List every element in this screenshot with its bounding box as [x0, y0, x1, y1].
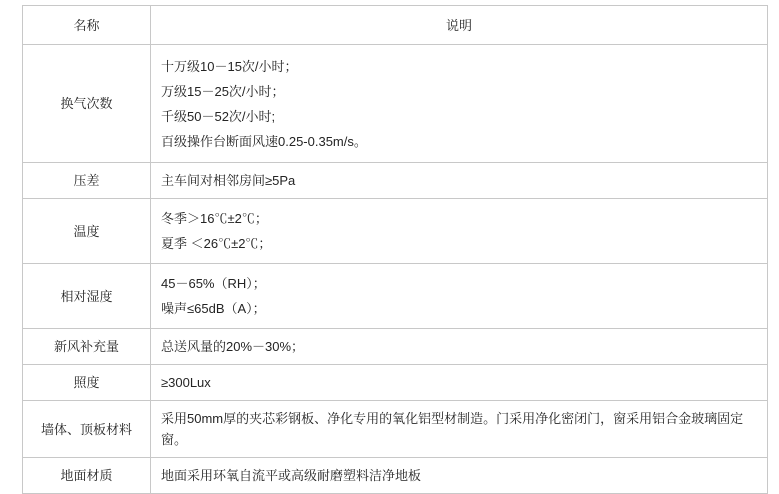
cleanroom-spec-table: [22, 5, 768, 494]
table-row: [23, 199, 768, 264]
table-header: [23, 6, 768, 45]
table-row: [23, 163, 768, 199]
row-name-wall-ceiling-material: 墙体、顶板材料: [23, 401, 151, 458]
row-description-temperature: [151, 199, 768, 264]
desc-line: 百级操作台断面风速0.25-0.35m/s。: [161, 133, 367, 149]
desc-line: 千级50－52次/小时;: [161, 108, 276, 124]
desc-line: ≥300Lux: [161, 375, 211, 390]
row-description-floor-material: [151, 458, 768, 494]
desc-line: 采用50mm厚的夹芯彩钢板、净化专用的氧化铝型材制造。门采用净化密闭门，窗采用铝合金玻璃固定窗。: [161, 411, 744, 447]
table-header-row: [23, 6, 768, 45]
desc-line: 夏季 ＜26℃±2℃；: [161, 236, 272, 251]
desc-line: 万级15－25次/小时；: [161, 83, 285, 99]
row-description-wall-ceiling-material: [151, 401, 768, 458]
table-row: [23, 264, 768, 329]
row-description-relative-humidity: [151, 264, 768, 329]
column-header-name: 名称: [23, 6, 151, 45]
row-name-illumination: 照度: [23, 365, 151, 401]
table-row: [23, 329, 768, 365]
row-description-fresh-air-supply: [151, 329, 768, 365]
row-name-floor-material: 地面材质: [23, 458, 151, 494]
table-body: [23, 45, 768, 494]
desc-line: 45－65%（RH）；: [161, 276, 266, 291]
row-name-air-changes: 换气次数: [23, 45, 151, 163]
desc-line: 地面采用环氧自流平或高级耐磨塑料洁净地板: [161, 468, 422, 483]
row-description-pressure-difference: [151, 163, 768, 199]
table-row: [23, 365, 768, 401]
row-name-temperature: 温度: [23, 199, 151, 264]
table-row: [23, 458, 768, 494]
row-description-illumination: [151, 365, 768, 401]
table-row: [23, 45, 768, 163]
desc-line: 十万级10－15次/小时；: [161, 58, 298, 74]
desc-line: 冬季＞16℃±2℃；: [161, 211, 268, 226]
column-header-description: 说明: [151, 6, 768, 45]
table-row: [23, 401, 768, 458]
row-name-relative-humidity: 相对湿度: [23, 264, 151, 329]
row-description-air-changes: [151, 45, 768, 163]
desc-line: 总送风量的20%－30%；: [161, 339, 305, 354]
desc-line: 主车间对相邻房间≥5Pa: [161, 173, 296, 188]
row-name-fresh-air-supply: 新风补充量: [23, 329, 151, 365]
row-name-pressure-difference: 压差: [23, 163, 151, 199]
desc-line: 噪声≤65dB（A）；: [161, 301, 266, 316]
